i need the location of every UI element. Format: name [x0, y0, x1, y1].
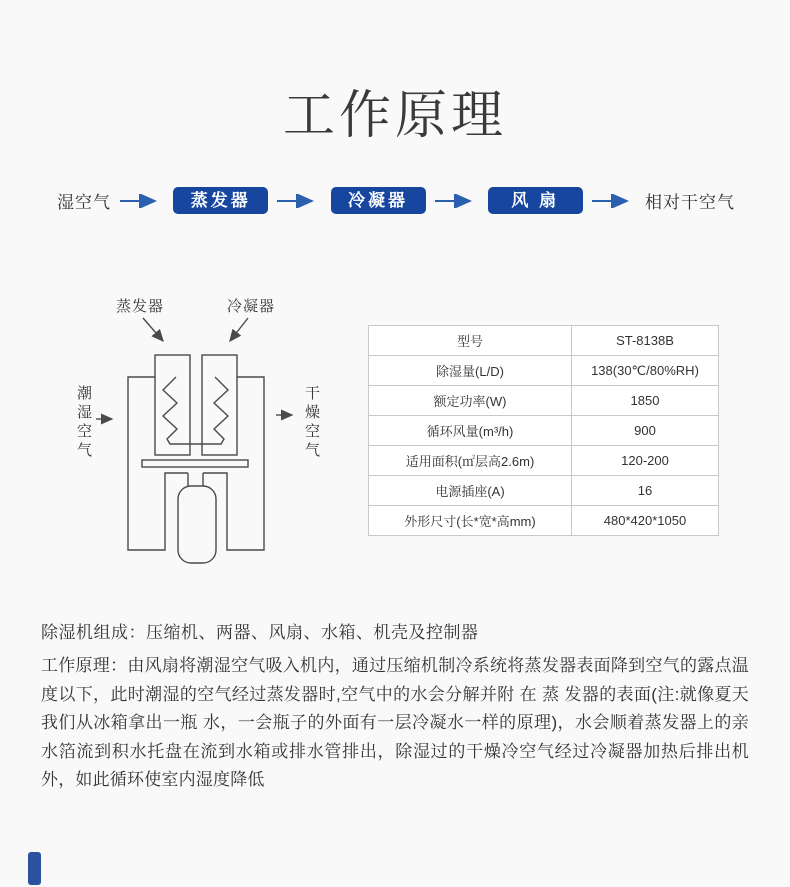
spec-value-cell: 16 [572, 476, 719, 506]
spec-label-cell: 循环风量(m³/h) [369, 416, 572, 446]
table-row [369, 326, 719, 356]
right-arrow-icon [276, 194, 322, 208]
table-row [369, 446, 719, 476]
page-title: 工作原理 [282, 87, 507, 145]
dry-air-label: 干燥空气 [303, 385, 320, 461]
evaporator-label: 蒸发器 [116, 298, 165, 315]
spec-label-cell: 外形尺寸(长*宽*高mm) [369, 506, 572, 536]
right-arrow-icon [434, 194, 480, 208]
principle-text: 工作原理：由风扇将潮湿空气吸入机内，通过压缩机制冷系统将蒸发器表面降到空气的露点温度以下，此时潮湿的空气经过蒸发器时,空气中的水会分解并附 在 蒸 发器的表面(注:就像夏天我们从冰箱拿出一瓶 水，一会瓶子的外面有一层冷凝水一样的原理)，水会顺着蒸发器上的亲水箔流到积水托盘在流到水箱或排水管排出，除湿过的干燥冷空气经过冷凝器加热后排出机外，如此循环使室内湿度降低 [41, 656, 749, 789]
flow-result-label: 相对干空气 [645, 193, 735, 212]
right-arrow-icon [591, 194, 637, 208]
table-row [369, 386, 719, 416]
flow-source-label: 湿空气 [57, 193, 111, 212]
condenser-label: 冷凝器 [227, 298, 276, 315]
spec-value-cell: 1850 [572, 386, 719, 416]
table-row [369, 476, 719, 506]
table-row [369, 356, 719, 386]
process-flow [57, 186, 735, 215]
spec-value-cell: 120-200 [572, 446, 719, 476]
spec-table [368, 325, 719, 536]
spec-value-cell: 900 [572, 416, 719, 446]
dehumidifier-schematic [40, 280, 340, 580]
table-row [369, 416, 719, 446]
flow-step-fan: 风 扇 [488, 187, 583, 214]
right-arrow-icon [119, 194, 165, 208]
bottom-accent-bar [28, 852, 41, 885]
flow-step-evaporator: 蒸发器 [173, 187, 268, 214]
composition-text: 除湿机组成：压缩机、两器、风扇、水箱、机壳及控制器 [41, 623, 479, 642]
flow-step-condenser: 冷凝器 [331, 187, 426, 214]
spec-label-cell: 电源插座(A) [369, 476, 572, 506]
spec-value-cell: 138(30℃/80%RH) [572, 356, 719, 386]
spec-label-cell: 型号 [369, 326, 572, 356]
spec-value-cell: ST-8138B [572, 326, 719, 356]
spec-label-cell: 除湿量(L/D) [369, 356, 572, 386]
humid-air-label: 潮湿空气 [75, 385, 92, 461]
spec-label-cell: 额定功率(W) [369, 386, 572, 416]
table-row [369, 506, 719, 536]
spec-value-cell: 480*420*1050 [572, 506, 719, 536]
spec-label-cell: 适用面积(㎡层高2.6m) [369, 446, 572, 476]
